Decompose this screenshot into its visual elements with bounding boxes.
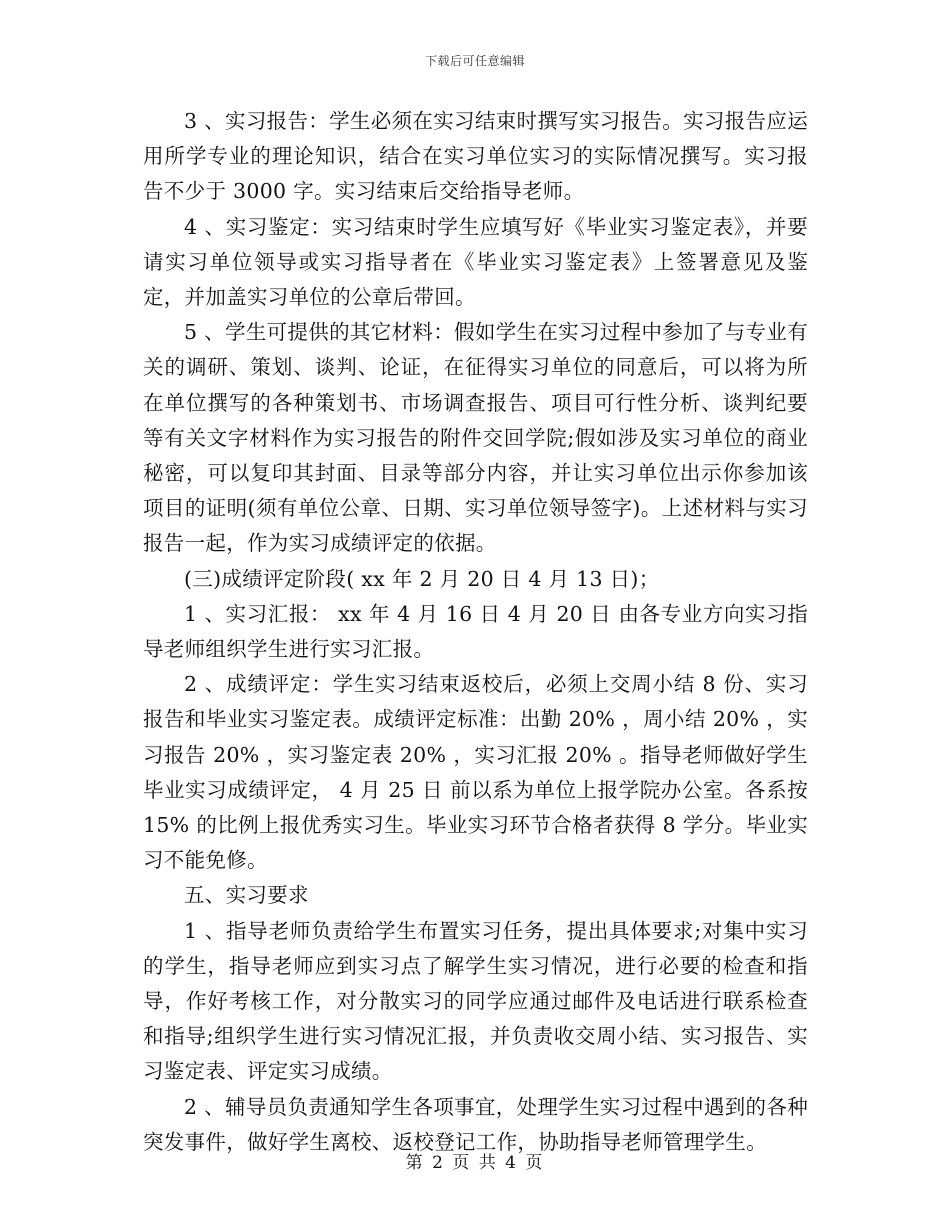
paragraph-internship-presentation: 1 、实习汇报： xx 年 4 月 16 日 4 月 20 日 由各专业方向实习指导老师组织学生进行实习汇报。 — [143, 601, 808, 662]
paragraph-grade-evaluation: 2 、成绩评定：学生实习结束返校后，必须上交周小结 8 份、实习报告和毕业实习鉴定表。成绩评定标准：出勤 20% ，周小结 20% ，实习报告 20% ，实习鉴定表 20% ，实习汇报 20% 。指导老师做好学生毕业实习成绩评定， 4 月 25 日 前以系为单位上报学院办公室。各系按 15% 的比例上报优秀实习生。毕业实习环节合格者获得 8 学分。毕业实习不能免修。 — [143, 672, 808, 873]
paragraph-internship-report: 3 、实习报告：学生必须在实习结束时撰写实习报告。实习报告应运用所学专业的理论知识，结合在实习单位实习的实际情况撰写。实习报告不少于 3000 字。实习结束后交给指导老师。 — [143, 109, 808, 204]
paragraph-internship-appraisal: 4 、实习鉴定：实习结束时学生应填写好《毕业实习鉴定表》，并要请实习单位领导或实习指导者在《毕业实习鉴定表》上签署意见及鉴定，并加盖实习单位的公章后带回。 — [143, 214, 808, 310]
paragraph-supervisor-duties: 1 、指导老师负责给学生布置实习任务，提出具体要求;对集中实习的学生，指导老师应到实习点了解学生实习情况，进行必要的检查和指导，作好考核工作，对分散实习的同学应通过邮件及电话进行联系检查和指导;组织学生进行实习情况汇报，并负责收交周小结、实习报告、实习鉴定表、评定实习成绩。 — [143, 918, 808, 1084]
section-heading-requirements: 五、实习要求 — [184, 883, 309, 908]
paragraph-other-materials: 5 、学生可提供的其它材料：假如学生在实习过程中参加了与专业有关的调研、策划、谈判、论证，在征得实习单位的同意后，可以将为所在单位撰写的各种策划书、市场调查报告、项目可行性分析、谈判纪要等有关文字材料作为实习报告的附件交回学院;假如涉及实习单位的商业秘密，可以复印其封面、目录等部分内容，并让实习单位出示你参加该项目的证明(须有单位公章、日期、实习单位领导签字)。上述材料与实习报告一起，作为实习成绩评定的依据。 — [143, 320, 808, 556]
paragraph-grading-stage: (三)成绩评定阶段( xx 年 2 月 20 日 4 月 13 日)； — [184, 566, 660, 591]
document-body — [143, 104, 808, 1160]
page-number: 第 2 页 共 4 页 — [405, 1153, 545, 1173]
paragraph-counselor-duties: 2 、辅导员负责通知学生各项事宜，处理学生实习过程中遇到的各种突发事件，做好学生离校、返校登记工作，协助指导老师管理学生。 — [143, 1094, 808, 1154]
page-header: 下载后可任意编辑 — [424, 54, 525, 68]
